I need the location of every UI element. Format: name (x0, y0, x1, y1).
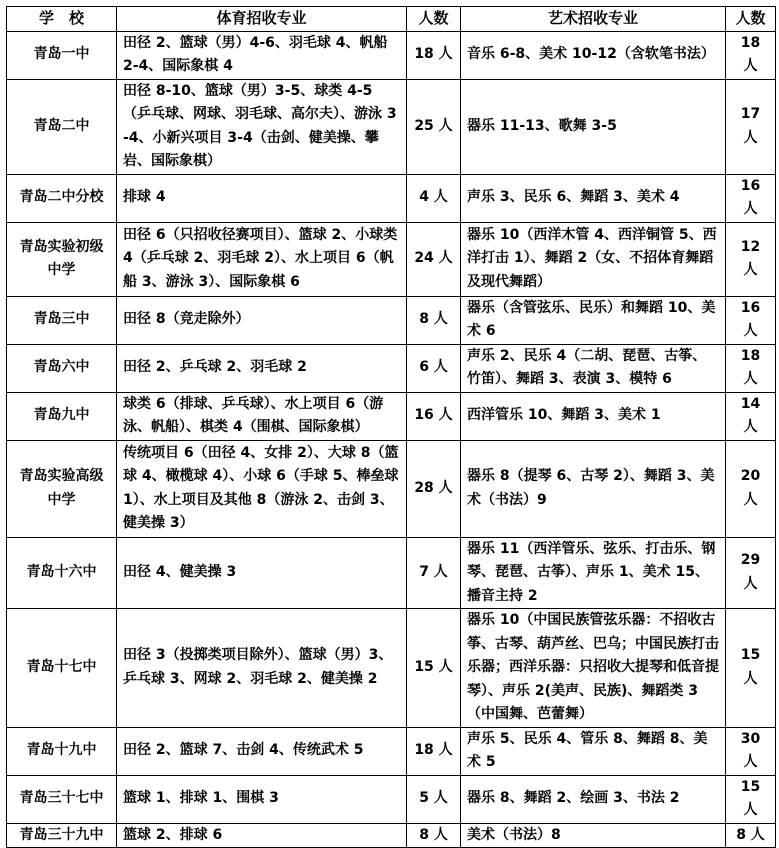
table-row (7, 344, 776, 392)
school-name: 青岛三中 (7, 296, 117, 344)
school-name: 青岛三十七中 (7, 775, 117, 823)
sports-count: 18 人 (407, 31, 461, 79)
arts-majors: 西洋管乐 10、舞蹈 3、美术 1 (461, 392, 726, 440)
sports-majors: 田径 6（只招收径赛项目）、篮球 2、小球类 4（乒乓球 2、羽毛球 2）、水上项目 6（帆船 3、游泳 3）、国际象棋 6 (117, 222, 407, 296)
arts-count: 12 人 (726, 222, 776, 296)
table-row (7, 174, 776, 222)
sports-count: 15 人 (407, 609, 461, 728)
header-row (7, 7, 776, 32)
school-name: 青岛六中 (7, 344, 117, 392)
sports-majors: 篮球 2、排球 6 (117, 823, 407, 848)
school-name: 青岛十六中 (7, 537, 117, 609)
sports-majors: 球类 6（排球、乒乓球）、水上项目 6（游泳、帆船）、棋类 4（围棋、国际象棋） (117, 392, 407, 440)
arts-count: 18 人 (726, 344, 776, 392)
table-row (7, 222, 776, 296)
arts-count: 29 人 (726, 537, 776, 609)
arts-majors: 器乐 10（中国民族管弦乐器：不招收古筝、古琴、葫芦丝、巴乌；中国民族打击乐器；西洋乐器：只招收大提琴和低音提琴）、声乐 2(美声、民族)、舞蹈类 3（中国舞、芭蕾舞） (461, 609, 726, 728)
sports-majors: 田径 2、乒乓球 2、羽毛球 2 (117, 344, 407, 392)
arts-count: 16 人 (726, 296, 776, 344)
table-row (7, 775, 776, 823)
arts-majors: 器乐 10（西洋木管 4、西洋铜管 5、西洋打击 1）、舞蹈 2（女、不招体育舞蹈及现代舞蹈） (461, 222, 726, 296)
school-name: 青岛十九中 (7, 727, 117, 775)
sports-majors: 田径 2、篮球 7、击剑 4、传统武术 5 (117, 727, 407, 775)
arts-count: 18 人 (726, 31, 776, 79)
arts-majors: 器乐 8、舞蹈 2、绘画 3、书法 2 (461, 775, 726, 823)
header-sports-majors: 体育招收专业 (117, 7, 407, 32)
table-row (7, 296, 776, 344)
arts-count: 16 人 (726, 174, 776, 222)
arts-majors: 器乐 11（西洋管乐、弦乐、打击乐、钢琴、琵琶、古筝）、声乐 1、美术 15、播音主持 2 (461, 537, 726, 609)
arts-majors: 器乐 8（提琴 6、古琴 2）、舞蹈 3、美术（书法）9 (461, 440, 726, 537)
arts-count: 8 人 (726, 823, 776, 848)
sports-majors: 田径 3（投掷类项目除外）、篮球（男）3、乒乓球 3、网球 2、羽毛球 2、健美操 2 (117, 609, 407, 728)
arts-majors: 音乐 6-8、美术 10-12（含软笔书法） (461, 31, 726, 79)
sports-count: 6 人 (407, 344, 461, 392)
school-name: 青岛二中分校 (7, 174, 117, 222)
sports-count: 18 人 (407, 727, 461, 775)
sports-count: 24 人 (407, 222, 461, 296)
sports-count: 7 人 (407, 537, 461, 609)
school-name: 青岛二中 (7, 79, 117, 174)
table-row (7, 537, 776, 609)
sports-count: 16 人 (407, 392, 461, 440)
sports-majors: 田径 8（竞走除外） (117, 296, 407, 344)
school-name: 青岛实验初级中学 (7, 222, 117, 296)
arts-count: 15 人 (726, 775, 776, 823)
sports-count: 5 人 (407, 775, 461, 823)
arts-majors: 声乐 3、民乐 6、舞蹈 3、美术 4 (461, 174, 726, 222)
sports-majors: 田径 4、健美操 3 (117, 537, 407, 609)
table-row (7, 392, 776, 440)
school-name: 青岛九中 (7, 392, 117, 440)
arts-majors: 声乐 2、民乐 4（二胡、琵琶、古筝、竹笛）、舞蹈 3、表演 3、模特 6 (461, 344, 726, 392)
arts-count: 20 人 (726, 440, 776, 537)
header-arts-majors: 艺术招收专业 (461, 7, 726, 32)
sports-count: 8 人 (407, 296, 461, 344)
table-row (7, 609, 776, 728)
header-sports-count: 人数 (407, 7, 461, 32)
table-row (7, 31, 776, 79)
arts-majors: 器乐 11-13、歌舞 3-5 (461, 79, 726, 174)
sports-majors: 篮球 1、排球 1、围棋 3 (117, 775, 407, 823)
sports-majors: 田径 2、篮球（男）4-6、羽毛球 4、帆船 2-4、国际象棋 4 (117, 31, 407, 79)
table-row (7, 727, 776, 775)
table-row (7, 440, 776, 537)
arts-majors: 声乐 5、民乐 4、管乐 8、舞蹈 8、美术 5 (461, 727, 726, 775)
arts-count: 30 人 (726, 727, 776, 775)
sports-count: 25 人 (407, 79, 461, 174)
arts-count: 17 人 (726, 79, 776, 174)
sports-count: 8 人 (407, 823, 461, 848)
table-row (7, 823, 776, 848)
school-name: 青岛十七中 (7, 609, 117, 728)
admissions-table (6, 6, 776, 848)
header-arts-count: 人数 (726, 7, 776, 32)
sports-count: 28 人 (407, 440, 461, 537)
school-name: 青岛一中 (7, 31, 117, 79)
arts-majors: 器乐（含管弦乐、民乐）和舞蹈 10、美术 6 (461, 296, 726, 344)
sports-majors: 排球 4 (117, 174, 407, 222)
school-name: 青岛三十九中 (7, 823, 117, 848)
school-name: 青岛实验高级中学 (7, 440, 117, 537)
sports-majors: 传统项目 6（田径 4、女排 2）、大球 8（篮球 4、橄榄球 4）、小球 6（手球 5、棒垒球 1）、水上项目及其他 8（游泳 2、击剑 3、健美操 3） (117, 440, 407, 537)
sports-majors: 田径 8-10、篮球（男）3-5、球类 4-5（乒乓球、网球、羽毛球、高尔夫）、游泳 3-4、小新兴项目 3-4（击剑、健美操、攀岩、国际象棋） (117, 79, 407, 174)
arts-count: 14 人 (726, 392, 776, 440)
sports-count: 4 人 (407, 174, 461, 222)
arts-majors: 美术（书法）8 (461, 823, 726, 848)
header-school: 学 校 (7, 7, 117, 32)
table-row (7, 79, 776, 174)
arts-count: 15 人 (726, 609, 776, 728)
